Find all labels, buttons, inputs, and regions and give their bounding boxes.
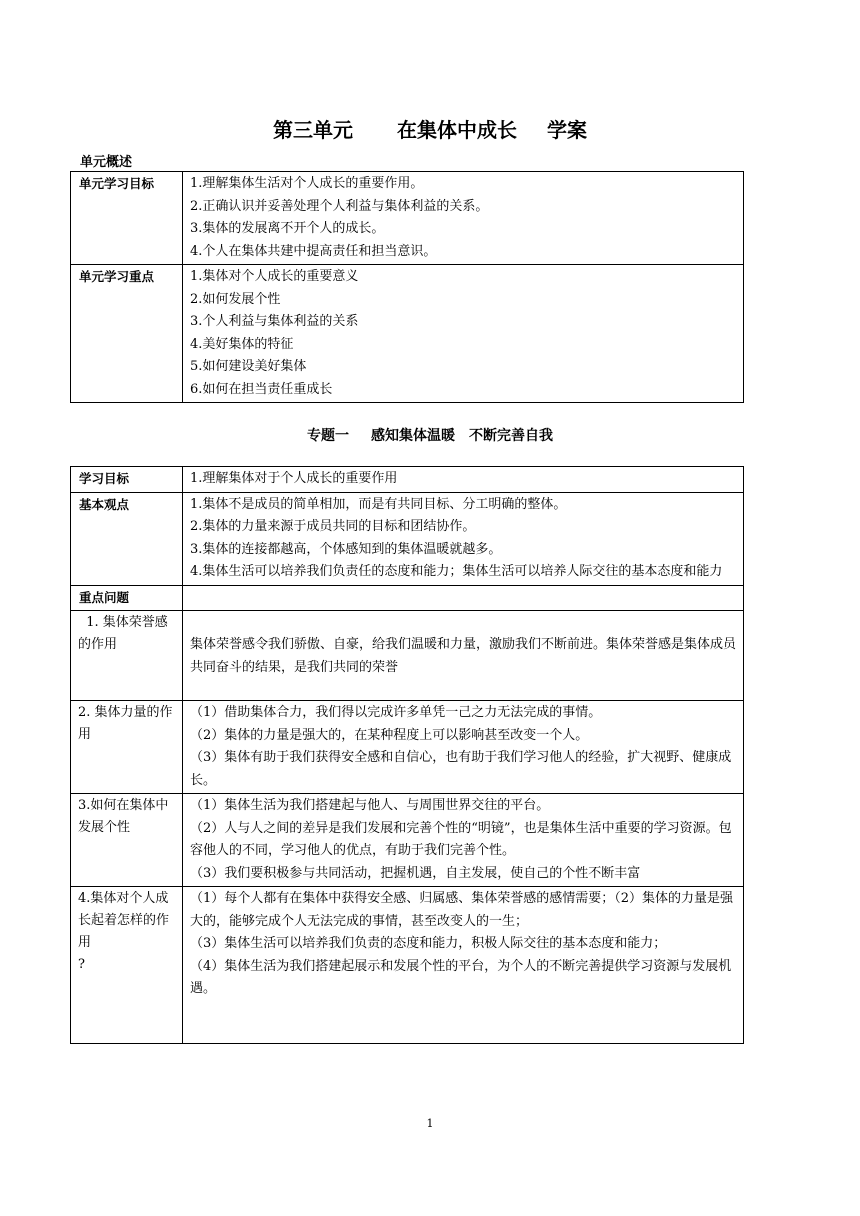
- table-row: [71, 794, 744, 887]
- table-row: [71, 887, 744, 1044]
- goals-header: 单元学习目标: [71, 172, 183, 265]
- answer-cell: [183, 887, 744, 1044]
- unit-overview-table: [70, 171, 744, 403]
- title-unit: 第三单元: [273, 118, 353, 142]
- focus-item: 2.如何发展个性: [190, 291, 281, 307]
- answer-item: （1）借助集体合力，我们得以完成许多单凭一己之力无法完成的事情。: [190, 705, 602, 720]
- view-item: 4.集体生活可以培养我们负责任的态度和能力；集体生活可以培养人际交往的基本态度和能力: [190, 564, 723, 579]
- table-row: [71, 172, 744, 265]
- topic-theme-2: 不断完善自我: [469, 428, 553, 444]
- empty-cell: [183, 585, 744, 611]
- focus-item: 3.个人利益与集体利益的关系: [190, 314, 359, 329]
- goals-cell: [183, 172, 744, 265]
- answer-cell: [183, 794, 744, 887]
- answer-item: （4）集体生活为我们搭建起展示和发展个性的平台，为个人的不断完善提供学习资源与发展机遇。: [190, 958, 732, 996]
- answer-item: （3）我们要积极参与共同活动，把握机遇，自主发展，使自己的个性不断丰富: [190, 865, 641, 881]
- focus-item: 6.如何在担当责任重成长: [190, 381, 333, 397]
- page-number: 1: [426, 1117, 434, 1130]
- focus-item: 4.美好集体的特征: [190, 336, 294, 352]
- answer-item: （2）集体的力量是强大的，在某种程度上可以影响甚至改变一个人。: [190, 727, 589, 743]
- goal-item: 3.集体的发展离不开个人的成长。: [190, 221, 385, 236]
- document-title: [0, 114, 860, 143]
- answer-item: （1）集体生活为我们搭建起与他人、与周围世界交往的平台。: [190, 798, 550, 813]
- view-item: 1.集体不是成员的简单相加，而是有共同目标、分工明确的整体。: [190, 496, 567, 512]
- question-mark: ?: [78, 957, 85, 972]
- answer-item: （2）人与人之间的差异是我们发展和完善个性的“明镜”，也是集体生活中重要的学习资源。包容他人的不同，学习他人的优点，有助于我们完善个性。: [190, 820, 732, 858]
- goal-item: 2.正确认识并妥善处理个人利益与集体利益的关系。: [190, 198, 489, 214]
- question-cell: [71, 887, 183, 1044]
- topic-title: [0, 425, 860, 445]
- topic-number: 专题一: [307, 428, 349, 444]
- table-row: [71, 265, 744, 403]
- table-row: [71, 701, 744, 794]
- answer-item: （3）集体生活可以培养我们负责的态度和能力，积极人际交往的基本态度和能力；: [190, 936, 667, 951]
- topic-table: [70, 466, 744, 1044]
- answer-item: （3）集体有助于我们获得安全感和自信心，也有助于我们学习他人的经验，扩大视野、健康成长。: [190, 750, 732, 788]
- answer-cell: [183, 611, 744, 701]
- table-row: [71, 492, 744, 585]
- question-cell: 1. 集体荣誉感的作用: [71, 611, 183, 701]
- view-item: 2.集体的力量来源于成员共同的目标和团结协作。: [190, 519, 476, 534]
- question-cell: 2. 集体力量的作用: [71, 701, 183, 794]
- table-row: [71, 467, 744, 493]
- views-header: 基本观点: [71, 492, 183, 585]
- goal-item: 4.个人在集体共建中提高责任和担当意识。: [190, 243, 437, 259]
- table-row: [71, 611, 744, 701]
- overview-label: 单元概述: [80, 155, 133, 170]
- goal-cell: 1.理解集体对于个人成长的重要作用: [183, 467, 744, 493]
- goal-header: 学习目标: [71, 467, 183, 493]
- focus-item: 1.集体对个人成长的重要意义: [190, 269, 359, 284]
- answer-cell: [183, 701, 744, 794]
- focus-header: 单元学习重点: [71, 265, 183, 403]
- question-text: 4.集体对个人成长起着怎样的作用: [78, 891, 170, 950]
- view-item: 3.集体的连接都越高，个体感知到的集体温暖就越多。: [190, 541, 502, 557]
- title-theme: 在集体中成长: [397, 118, 517, 142]
- title-type: 学案: [547, 118, 587, 142]
- topic-theme-1: 感知集体温暖: [371, 428, 455, 444]
- question-cell: 3.如何在集体中发展个性: [71, 794, 183, 887]
- answer-item: 集体荣誉感令我们骄傲、自豪，给我们温暖和力量，激励我们不断前进。集体荣誉感是集体成员共同奋斗的结果，是我们共同的荣誉: [190, 637, 737, 675]
- focus-item: 5.如何建设美好集体: [190, 359, 307, 374]
- focus-cell: [183, 265, 744, 403]
- answer-item: （1）每个人都有在集体中获得安全感、归属感、集体荣誉感的感情需要；（2）集体的力量是强大的，能够完成个人无法完成的事情，甚至改变人的一生；: [190, 891, 734, 929]
- goal-item: 1.理解集体生活对个人成长的重要作用。: [190, 176, 424, 191]
- table-row: [71, 585, 744, 611]
- key-questions-header: 重点问题: [71, 585, 183, 611]
- views-cell: [183, 492, 744, 585]
